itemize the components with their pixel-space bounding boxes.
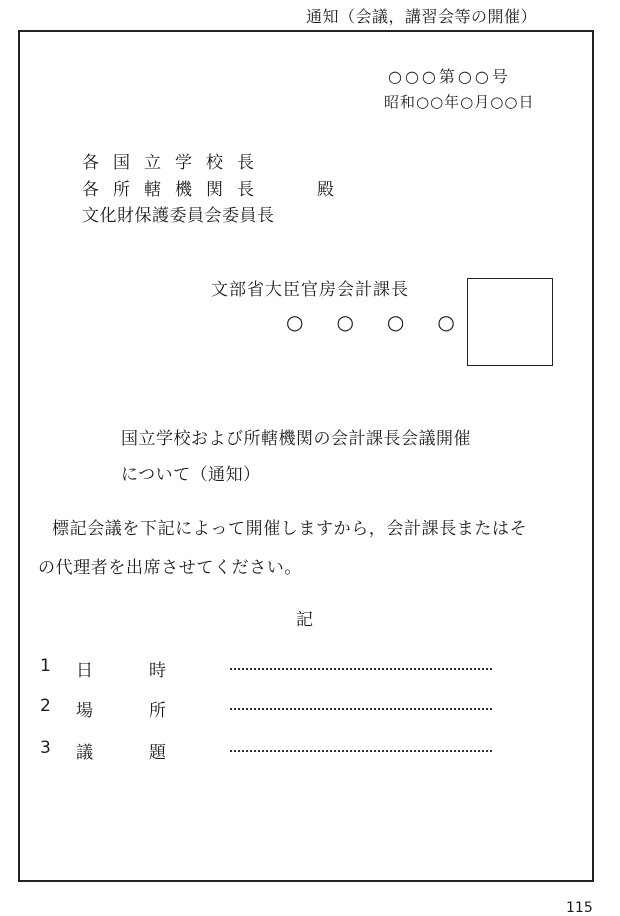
item-number: 1 bbox=[40, 656, 51, 676]
item-label-char: 所 bbox=[149, 701, 166, 721]
addressee-2: 各所轄機関長 bbox=[82, 180, 268, 200]
body-line-1: 標記会議を下記によって開催しますから，会計課長またはそ bbox=[52, 519, 528, 539]
item-number: 3 bbox=[40, 738, 51, 758]
item-label-char: 日 bbox=[76, 661, 93, 681]
item-dotted-line bbox=[230, 750, 492, 752]
sender-title: 文部省大臣官房会計課長 bbox=[211, 280, 409, 300]
subject-line-2: について（通知） bbox=[121, 465, 261, 485]
document-number: ○○○第○○号 bbox=[388, 67, 511, 86]
item-label-char: 題 bbox=[149, 743, 166, 763]
item-label-char: 場 bbox=[76, 701, 93, 721]
item-dotted-line bbox=[230, 708, 492, 710]
item-number: 2 bbox=[40, 696, 51, 716]
item-dotted-line bbox=[230, 668, 492, 670]
honorific: 殿 bbox=[317, 180, 334, 200]
body-line-2: の代理者を出席させてください。 bbox=[38, 558, 302, 578]
subject-line-1: 国立学校および所轄機関の会計課長会議開催 bbox=[121, 429, 471, 449]
header-title: 通知（会議，講習会等の開催） bbox=[306, 7, 538, 26]
item-label-char: 議 bbox=[76, 743, 93, 763]
seal-box bbox=[467, 278, 553, 366]
page-number: 115 bbox=[566, 900, 593, 916]
ki-heading: 記 bbox=[296, 610, 313, 630]
addressee-1: 各国立学校長 bbox=[82, 153, 268, 173]
addressee-3: 文化財保護委員会委員長 bbox=[82, 206, 275, 226]
item-label-char: 時 bbox=[149, 661, 166, 681]
document-date: 昭和○○年○月○○日 bbox=[384, 93, 535, 111]
sender-name: ○○○○ bbox=[286, 310, 488, 334]
